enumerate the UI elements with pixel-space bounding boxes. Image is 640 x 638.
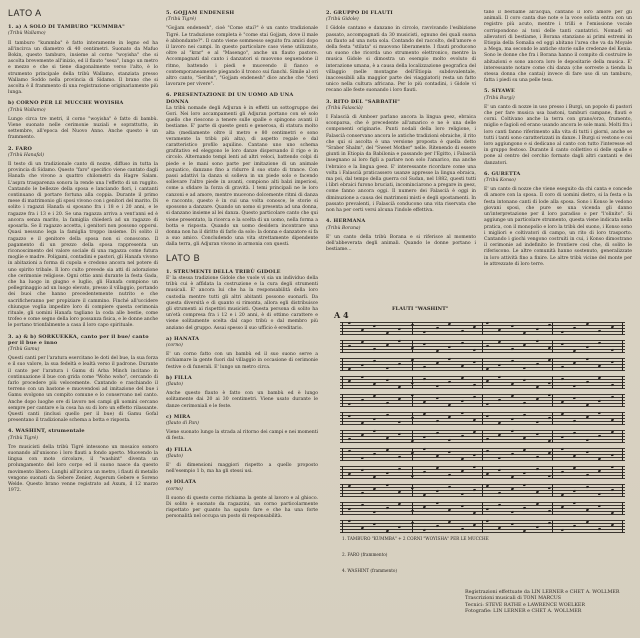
section-subtitle: (corno) <box>166 486 183 492</box>
bar-line <box>552 358 553 371</box>
section-title: d) FILLA <box>166 446 193 453</box>
music-note <box>460 342 464 345</box>
music-note <box>435 525 439 528</box>
music-note <box>598 528 602 531</box>
section-text: E' un canto di nozze in uso presso i Burgi, un popolo di pastori che per fare musica usa bastoni, tamburi campane, flauti e corni. Coltivano anche la terra con grano/orzo, frumento, miglio e fagioli ed erano usando ancora le sole mani. Molti fra i loro canti fanno riferimento alla vita di tutti i giorni, anche se tutti i tanti sono caratterizzati in danze. I Burgi si vestono e coi loro aggiungono e si dedicano al canto con tutto l'interesse ed in gruppo festoso. Durante il canto collettivo si delle spalle e pone al centro del cerchio formato dagli altri cantanti e dei danzatori. <box>484 104 632 166</box>
note-section <box>166 336 318 371</box>
music-note <box>610 489 614 492</box>
music-note <box>348 438 352 441</box>
section-title: 4. WASHINT, strumentale <box>8 428 85 435</box>
section-title: 1. STRUMENTI DELLA TRIBÙ GIDOLE <box>166 268 281 275</box>
bar-line <box>482 448 483 461</box>
bar-line <box>412 502 413 515</box>
credit-line: Registrazioni effettuate da LIN LERNER e CHET A. WOLLMER <box>465 590 620 595</box>
bar-line <box>552 448 553 461</box>
section-subtitle: (Tribù Tigré) <box>8 435 39 441</box>
music-note <box>398 456 402 459</box>
section-text: E' un canto della tribù Borana e si riferisce al momento dell'abbeverata degli animali. Quando le donne portano i bestiame... <box>326 234 476 253</box>
bar-line <box>552 340 553 353</box>
music-note <box>573 432 577 435</box>
note-section <box>166 447 318 476</box>
music-note <box>548 522 552 525</box>
section-title: 2. FARO <box>8 145 33 152</box>
bar-line <box>342 466 343 479</box>
bar-line <box>552 322 553 335</box>
section-title: 4. HERMANA <box>326 218 366 225</box>
section-text: I Gidole cantano e danzano in circolo, ravvivando l'esibizione passato, accompagnati da 30 musicisti, ognuno dei quali suona un flauto ad una nota sola. Contando del raccolto, dell'amore e della festa "stilata" si muovono liberamente. I flauti producono un suono che ricorda uno strumento elettronico, mentre la musica Gidole si dimostra un esempio molto evoluto di interazione umana, è a causa della localizzazione geografica del villaggio (nelle montagne dell'Etiopia subdovalentale, inaccessibili alla maggior parte dei viaggiatori) resta un fatto unico nella cultura africana. Per lo più contadini, i Gidole vi recano alle feste suonando i loro flauti. <box>326 26 476 94</box>
bar-line <box>552 520 553 533</box>
music-note <box>498 492 502 495</box>
staff <box>340 520 625 533</box>
section-text: Anche questo flauto è fatto con un bambù ed è lungo solitamente dai 20 ai 30 centimetri. Viene usato durante le danze cerimoniali e le feste. <box>166 391 318 409</box>
music-note <box>498 504 502 507</box>
music-note <box>460 528 464 531</box>
side-a-column <box>8 10 158 498</box>
note-section <box>166 269 318 332</box>
credits <box>465 590 630 616</box>
music-note <box>473 396 477 399</box>
section-subtitle: (Tribù Wallamo) <box>8 107 46 113</box>
note-section <box>484 171 632 268</box>
music-note <box>348 450 352 453</box>
section-subtitle: (Tribù Wallamo) <box>8 31 46 37</box>
music-note <box>485 345 489 348</box>
section-subtitle: (Tribù Borana) <box>326 225 361 231</box>
side-b-items <box>166 269 318 521</box>
music-note <box>548 324 552 327</box>
music-note <box>523 402 527 405</box>
staff <box>340 484 625 497</box>
bar-line <box>552 502 553 515</box>
section-text: Lungo circa tre metri, il corno "woyisha" è fatto di bambù. Viene suonato nelle cerimonie nuziali e soprattutto, in settembre, all'epoca del Nuovo Anno. Anche questo è un frammento. <box>8 116 158 141</box>
bar-line <box>622 448 623 461</box>
note-section <box>8 24 158 96</box>
section-text: Il tamburo "kummba" è fatto interamente in legno ed ha all'incirca un diametro di 40 centimetri. Suonato da Mafuo Bokin, questo tamburo, insieme al corno "woyisha" che si ascolta brevemente all'inizio, ed il flauto "sesa", lungo un metro e mezzo e che si tiene diagonalmente verso l'alto, è lo strumento principale della tribù Wallamo, stanziata presso Wallamo Soddo nella provincia di Sidamo. Il brano che si ascolta è il frammento di una registrazione originariamente più lunga. <box>8 40 158 96</box>
music-note <box>385 414 389 417</box>
note-section <box>484 88 632 166</box>
bar-line <box>622 358 623 371</box>
bar-line <box>482 502 483 515</box>
bar-line <box>482 484 483 497</box>
bar-line <box>342 412 343 425</box>
section-text: E' di dimensioni maggiori rispetto a quello proposto nell'esempio 1 b, ma ha gli stessi usi. <box>166 463 318 475</box>
note-section <box>166 414 318 443</box>
score-label-3: 4. WASHINT (frammento) <box>342 568 398 573</box>
bar-line <box>482 376 483 389</box>
music-note <box>398 468 402 471</box>
music-note <box>598 435 602 438</box>
music-note <box>460 435 464 438</box>
music-note <box>485 438 489 441</box>
music-note <box>373 453 377 456</box>
note-section <box>484 10 632 84</box>
music-note <box>360 492 364 495</box>
music-note <box>510 360 514 363</box>
side-a-heading: LATO A <box>8 8 42 18</box>
staff <box>340 448 625 461</box>
section-subtitle: (Tribù Hanafal) <box>8 152 45 158</box>
section-title: 5. GOJJAM ENDENESH <box>166 10 235 16</box>
bar-line <box>482 394 483 407</box>
section-text: tano il bestiame all'acqua, cantano il loro amore per gli animali. Il coro canta due note e la voce solista entra con un registro più acuto, mentre i trilli e l'emissione vocale corrispondono ai toni delle tanti cantatrici. Nomadi ed allevatori di bestiame, i Borana stanziano ai primi estremi in Etiopia della Somalia ed oggi abitano l'area che va da Moyale a Mega, ma secondo le antiche storie sulle credenze del Kenia. Sono le donne che fra i Borana hanno il compito di costruire le abitazioni e sono ancora loro le depositarie della musica. E' interessante notare come chi danza (che sorreste a tienda la stessa donna che cantai) invece di fare uso di un tamburo, fatta i piedi su una pelle tesa. <box>484 10 632 84</box>
bar-line <box>622 376 623 389</box>
section-title: 3. a) & b) SORKUEKKA, canto per il bue/ canto per il bue e inno <box>8 333 149 346</box>
bar-line <box>482 412 483 425</box>
note-section <box>8 146 158 330</box>
section-subtitle: (flauto di Pan) <box>166 420 199 426</box>
bar-line <box>552 466 553 479</box>
section-text: Il testo di un tradizionale canto di nozze, diffuso in tutta la provincia di Sidamo. Questo "faro" specifico viene cantato dagli Hanafa che vivono a quattro chilometri da Hagre Salam. L'aspra trasparenza sonora la rende una l'effetto di un ruggito. Cantando le bellezze della sposa e lanciando fiori, i cantanti continuano di portare fortuna alla coppia. Durante il primo mese di matrimonio gli sposi vivono con i genitori del marito. Di solito i ragazzi Hanafa si sposano fra i 18 e i 20 anni, e le ragazze fra i 13 e i 20. Se una ragazza arriva a vent'anni ed è ancora senza marito, la famiglia chiederà ad un ragazzo di sposarla. Se il ragazzo accetta, i genitori non possono opporsi. Quasi nessuno lega la famiglia troppo insieme. Di solito il ragazzo e il genitore della sposa non si conoscono. Il pagamento di un prezzo della sposa rappresenta un riconoscimento del valore sociale di una ragazza come futura moglie e madre. Poligami, contadini e pastori, gli Hanafa vivono in abitazioni a forma di cupola e credono ancora nel potere di uno spirito tribale. Il loro culto prevede sia atti di adorazione che cerimonie religiose. Ogni ottio anni durante la festa Gada, che ha luogo in giugno e luglio, gli Hanafa compiono un pellegrinaggio ad un luogo elevato, presso il villaggio, portando dei buoi che hanno precedentemente nutrito e che sacrificheranno per propiziare il cammino. Finché all'uccidere chiunque voglia impedire loro di compiere questa cerimonia rituale, gli uomini Hanafa tagliano la coda alle bestie, come trofeo e come segno della loro possanza fisica, e le donne anche le portano trionfalmente a casa il loro capo spirituale. <box>8 162 158 329</box>
bar-line <box>482 430 483 443</box>
note-section <box>166 375 318 410</box>
column-2 <box>166 10 318 525</box>
bar-line <box>482 520 483 533</box>
section-subtitle: (flauto) <box>166 453 183 459</box>
music-note <box>573 525 577 528</box>
music-note <box>535 363 539 366</box>
bar-line <box>482 340 483 353</box>
score-mark: A 4 <box>334 310 349 320</box>
score-label-2: 2. FARO (frammento) <box>342 552 388 557</box>
credit-line: Tecnici: STEVE RATHE e LAWRENCE WOELKER <box>465 602 586 608</box>
staff <box>340 430 625 443</box>
section-text: E' la stessa tradizione Gidole che vuole vi sia un individuo della tribù cui è affidata la costruzione e la cura degli strumenti musicali. E' ancora lui che ha la responsabilità della loro custodia mentre tutti gli altri abitanti possono suonarli. Da questa diversità e di quanto si rimonta, allora egli distribuisce gli strumenti ai rispettivi musicisti. Questa persona di solito ha un'età compresa fra i 12 e i 20 anni, è di ottimo carattere e viene solitamente scelta dal capo tribù o dal membro più anziano del gruppo. Assai spesso il suo ufficio è ereditario. <box>166 275 318 331</box>
music-note <box>373 348 377 351</box>
bar-line <box>552 376 553 389</box>
music-note <box>510 348 514 351</box>
music-note <box>435 420 439 423</box>
bar-line <box>342 448 343 461</box>
section-subtitle: (Tribù Falascià) <box>326 105 363 111</box>
section-title: c) MIRA <box>166 413 191 420</box>
music-note <box>473 384 477 387</box>
bar-line <box>412 448 413 461</box>
music-note <box>435 432 439 435</box>
credit-line: Trascrizioni musicali di TONI MARCUS <box>465 596 562 602</box>
music-note <box>560 471 564 474</box>
bar-line <box>622 412 623 425</box>
music-note <box>423 471 427 474</box>
bar-line <box>552 484 553 497</box>
column-4-items <box>484 10 632 268</box>
bar-line <box>622 430 623 443</box>
section-text: E' un corno fatto con un bambù ed il suo suono serve a richiamare la gente fuori dal villaggio in occasione di cerimonie festive o di funerali. E' lungo un metro circa. <box>166 352 318 370</box>
bar-line <box>622 466 623 479</box>
column-4 <box>484 10 632 300</box>
bar-line <box>552 430 553 443</box>
music-note <box>560 378 564 381</box>
music-note <box>523 507 527 510</box>
music-note <box>573 420 577 423</box>
section-text: Viene suonato lungo la strada al ritorno dei campi e nei momenti di festa. <box>166 430 318 442</box>
music-note <box>448 474 452 477</box>
note-section <box>326 218 476 253</box>
section-subtitle: (Tribù Gidole) <box>326 17 359 23</box>
section-title: a) HANATA <box>166 335 200 342</box>
music-note <box>598 342 602 345</box>
score-label-1: 1. TAMBURO "KUMMBA" + 2 CORNI "WOYISHA" PER LE MUCCHE <box>342 536 489 541</box>
section-subtitle: (Tribù Tigré) <box>166 17 197 23</box>
bar-line <box>342 484 343 497</box>
section-title: 2. GRUPPO DI FLAUTI <box>326 10 393 16</box>
note-section <box>166 479 318 520</box>
bar-line <box>552 412 553 425</box>
note-section <box>326 99 476 215</box>
music-note <box>548 417 552 420</box>
music-note <box>460 330 464 333</box>
music-note <box>498 399 502 402</box>
bar-line <box>342 358 343 371</box>
section-title: b) FILLA <box>166 374 193 381</box>
bar-line <box>342 376 343 389</box>
side-b-heading: LATO B <box>166 252 201 263</box>
section-title: 3. RITO DEL "SABBATH" <box>326 98 401 105</box>
music-note <box>485 450 489 453</box>
score-title: FLAUTI "WASHINT" <box>392 306 449 312</box>
music-note <box>523 414 527 417</box>
music-note <box>385 402 389 405</box>
staff <box>340 394 625 407</box>
music-note <box>385 507 389 510</box>
staff <box>340 340 625 353</box>
music-note <box>423 378 427 381</box>
column-3 <box>326 10 476 300</box>
music-note <box>423 366 427 369</box>
music-note <box>585 486 589 489</box>
music-note <box>598 330 602 333</box>
staff <box>340 376 625 389</box>
music-note <box>585 474 589 477</box>
music-note <box>473 489 477 492</box>
section-subtitle: (Tribù Burgi) <box>484 95 515 101</box>
section-subtitle: (flauto) <box>166 381 183 387</box>
section-subtitle: (corno) <box>166 342 183 348</box>
music-note <box>510 453 514 456</box>
music-note <box>348 345 352 348</box>
staff <box>340 322 625 335</box>
column-2-items <box>166 10 318 249</box>
note-section <box>8 334 158 425</box>
section-subtitle: (Tribù Konso) <box>484 178 516 184</box>
bar-line <box>622 340 623 353</box>
music-note <box>548 510 552 513</box>
note-section <box>8 100 158 141</box>
bar-line <box>342 520 343 533</box>
bar-line <box>622 484 623 497</box>
bar-line <box>482 466 483 479</box>
bar-line <box>342 502 343 515</box>
bar-line <box>622 502 623 515</box>
bar-line <box>622 520 623 533</box>
music-note <box>573 327 577 330</box>
staff <box>340 358 625 371</box>
music-note <box>535 468 539 471</box>
note-section <box>8 428 158 494</box>
staff <box>340 466 625 479</box>
music-note <box>360 399 364 402</box>
section-text: I Falascià di Amboer parlano ancora la lingua geez, ebraica sconparsa, che è precedente all'amarico e ne è una delle componenti originarie. Punti nodali della loro religione, i Falascià conservano ancora le antiche tradizioni ebraiche, il rito che qui si ascolta è una versione proposta è quella detto "Sraber Shalm", del "Sweet Mother" nelle. Ritenendo di essere giunti in Etiopia da Babilonia e passando per l'Egitto, i Falascià insegnano ai loro figli a parlare non solo l'amarico, ma anche l'ebraico e la lingua geez. E' interessante ricordare come una volta i Falascià praticassero usanze appresse la lingua ebraica, ma poi, dal tempo della guerra col Sudan, nel 1882, questi tutti i libri ebraici furono bruciati, incominciarono a pregare in geez, come fanno ancora oggi. Il numero dei Falascià è oggi in diminuzione a causa dei matrimoni misti e degli spostamenti. In passato prevalenti, i Falascià conducono una vita riservata che non ha per certi versi alcuna l'indole effettiva. <box>326 115 476 214</box>
section-text: Il suono di questo corno richiama la gente al lavoro e al ghioco. Di solito è suonato da ragazzini, un corno particolarmente rispettato per quanto ha saputo fare e che ha una forte personalità nel occupa un posto di responsabilità. <box>166 495 318 520</box>
section-title: 5. SIYAWE <box>484 88 516 95</box>
music-note <box>585 381 589 384</box>
bar-line <box>342 322 343 335</box>
section-text: Tre musicisti della tribù Tigré intessono un mosaico sonoro suonando all'unisono i loro flauti a fondo aperto. Muovendo la lingua con moto circolare, il "washint" diventa un prolungamento del loro corpo ed il suono nasce da questo movimento libero. Lunghi all'incirca un metro, i flauti di metallo vengono suonati da Sebere Zenier, Asgerum Gebere e Soreno Welde. Questo brano venne registrato ad Axum, il 12 marzo 1972. <box>8 444 158 494</box>
section-title: e) IOLATA <box>166 479 197 486</box>
music-note <box>448 381 452 384</box>
section-title: 6. GURETTA <box>484 170 521 177</box>
bar-line <box>342 394 343 407</box>
music-note <box>435 327 439 330</box>
staff <box>340 502 625 515</box>
bar-line <box>552 394 553 407</box>
section-title: 1. a) A SOLO DI TAMBURO "KUMMBA" <box>8 24 125 31</box>
section-text: "Gojjam endenesh", cioè "Come stai?" è un canto tradizionale Tigré. Le traduzione completa è "come stai Gojjam, dove il male è abbondante?". Il canto viene sommesso seguito fra amici dopo il lavoro nei campi. In questo particolare caso viene utilizzato, oltre al "krar" e al "Masengo", anche un flauto pastore. Accompagnati dal canto i danzatori si muovono seguendone il ritmo, battendo i piedi e muovendo il fianco e contemporaneamente piegando il tronco sui fianchi. Simile al ori altro canto, "Serihu", "Gojjam endenesh" dice anche che "devi lavorare per vivere". <box>166 26 318 88</box>
bar-line <box>482 358 483 371</box>
bar-line <box>482 322 483 335</box>
music-note <box>535 456 539 459</box>
section-subtitle: (Tribù Gamu) <box>8 346 40 352</box>
bar-line <box>622 322 623 335</box>
music-score <box>332 300 627 580</box>
music-note <box>360 504 364 507</box>
section-title: 6. PRESENTAZIONE DI UN UOMO AD UNA DONNA <box>166 92 294 105</box>
side-a-items <box>8 24 158 494</box>
credit-line: Fotografie: LIN LERNER e CHET A. WOLLMER <box>465 609 582 615</box>
music-note <box>398 363 402 366</box>
note-section <box>166 92 318 248</box>
section-text: Questi canti per l'aratura esercitano le doti del bue, la sua forza e il suo valore, la sua fedeltà e lealtà verso il padrone. Durante il canto per l'aratura i Gamu di Arba Minch incitano in continuazione il bue con grida come "Woho woho", cercando di farlo procedere più velocemente. Cantando e raschiando il terreno con un bastone e muovendosi ad imitazione del bue i Gamu svolgono un compito comune e lo conservano nel canto. Anche dopo luoghe ore di lavoro nei campi gli uomini cercano sempre per cantare e la cosa ha su di loro un effetto rilassante. Questi canti (inclusi quello per il bue) di Gamu Gofal presentano il tradizionale schema a botta e risposta. <box>8 356 158 424</box>
section-text: E' un canto di nozze che viene eseguito da chi canta e concede di amore con la sposa. Il coro di uomini dietro, si la festa e la festa intonano canti di lode alla sposa. Sono i Konso le vedono giovani sposi, che pure se una vicenda gli danno un'interpretazione per il loro paradiso o per "l'olinito". Si aggiunge un particolare strumento, questa viene indicata nella pratica, con il monopolio e loro la tribù del suono, i Konso sono i migliori e coltivatori di campo, un rito di loro trasporto. Cantando i giochi vengono costruiti in cui, i Konso dimostrano il cerimonie ad indefinito le frontiere così che, di solito le riferiscono. Le altre comunità hanno sostenuto, generalizzate in loro attività fino a finire. Le altre tribù vicine del monte per le attrezzate di loro terre. <box>484 187 632 267</box>
note-section <box>326 10 476 95</box>
music-note <box>610 384 614 387</box>
section-title: b) CORNO PER LE MUCCHE WOYISHA <box>8 100 124 107</box>
music-note <box>448 486 452 489</box>
bar-line <box>342 430 343 443</box>
music-note <box>610 396 614 399</box>
bar-line <box>342 340 343 353</box>
bar-line <box>622 394 623 407</box>
note-section <box>166 10 318 88</box>
staff <box>340 412 625 425</box>
music-note <box>373 360 377 363</box>
column-3-items <box>326 10 476 253</box>
music-note <box>560 366 564 369</box>
section-text: La tribù nomade degli Adjuran è in effetti un sottogruppo dei Gori. Nei loro accampamenti gli Adjuran portano con sé solo quello che riescono a tenere sulle spalle e spingono avanti il bestiame. E' parte di queste genti e generosa, di statura molto alta (mediamente oltre il metro e 80 centimetri e sono veramente la tribù più alta), di aspetto regale e dal caratteristico profilo aquilino. Cantano uno uno schema grafitativo ed eleggono le loro danze dispersando il rigo e in circolo. Alternando tempi lenti ad altri veloci, battendo colpi di piede e le mani sono parte per imitazione di un animale acquatico, danzano fino a ridurre il suo stato di trance. Con passi adattivi la danza si solleva in un piede solo e facendo sollevare l'altro piede in avanti, compiono alti balzi imperiosi, come a sfidare la forza di gravità. I temi principali ne le loro canzoni e ad amore, mentre muovono dolcemente ritmi di danza e racconto, questo è in cui una volta conosce, le storie si spossono a danzare. Quando un uomo si presenta ad una donna, si danzano insieme al lei danza. Questo particolare canto che qui viene presentato, la ricerca e la scelta di un uomo, nella forma a botta e risposta. Quando un uomo desidera incontrare una donna non ha il diritto di farlo da solo: la donna e danzatore si fa a suo amico. Concludendo una vita strettamente dipendente dalla terra, gli Adjuran vivono in armonia con questi. <box>166 105 318 248</box>
